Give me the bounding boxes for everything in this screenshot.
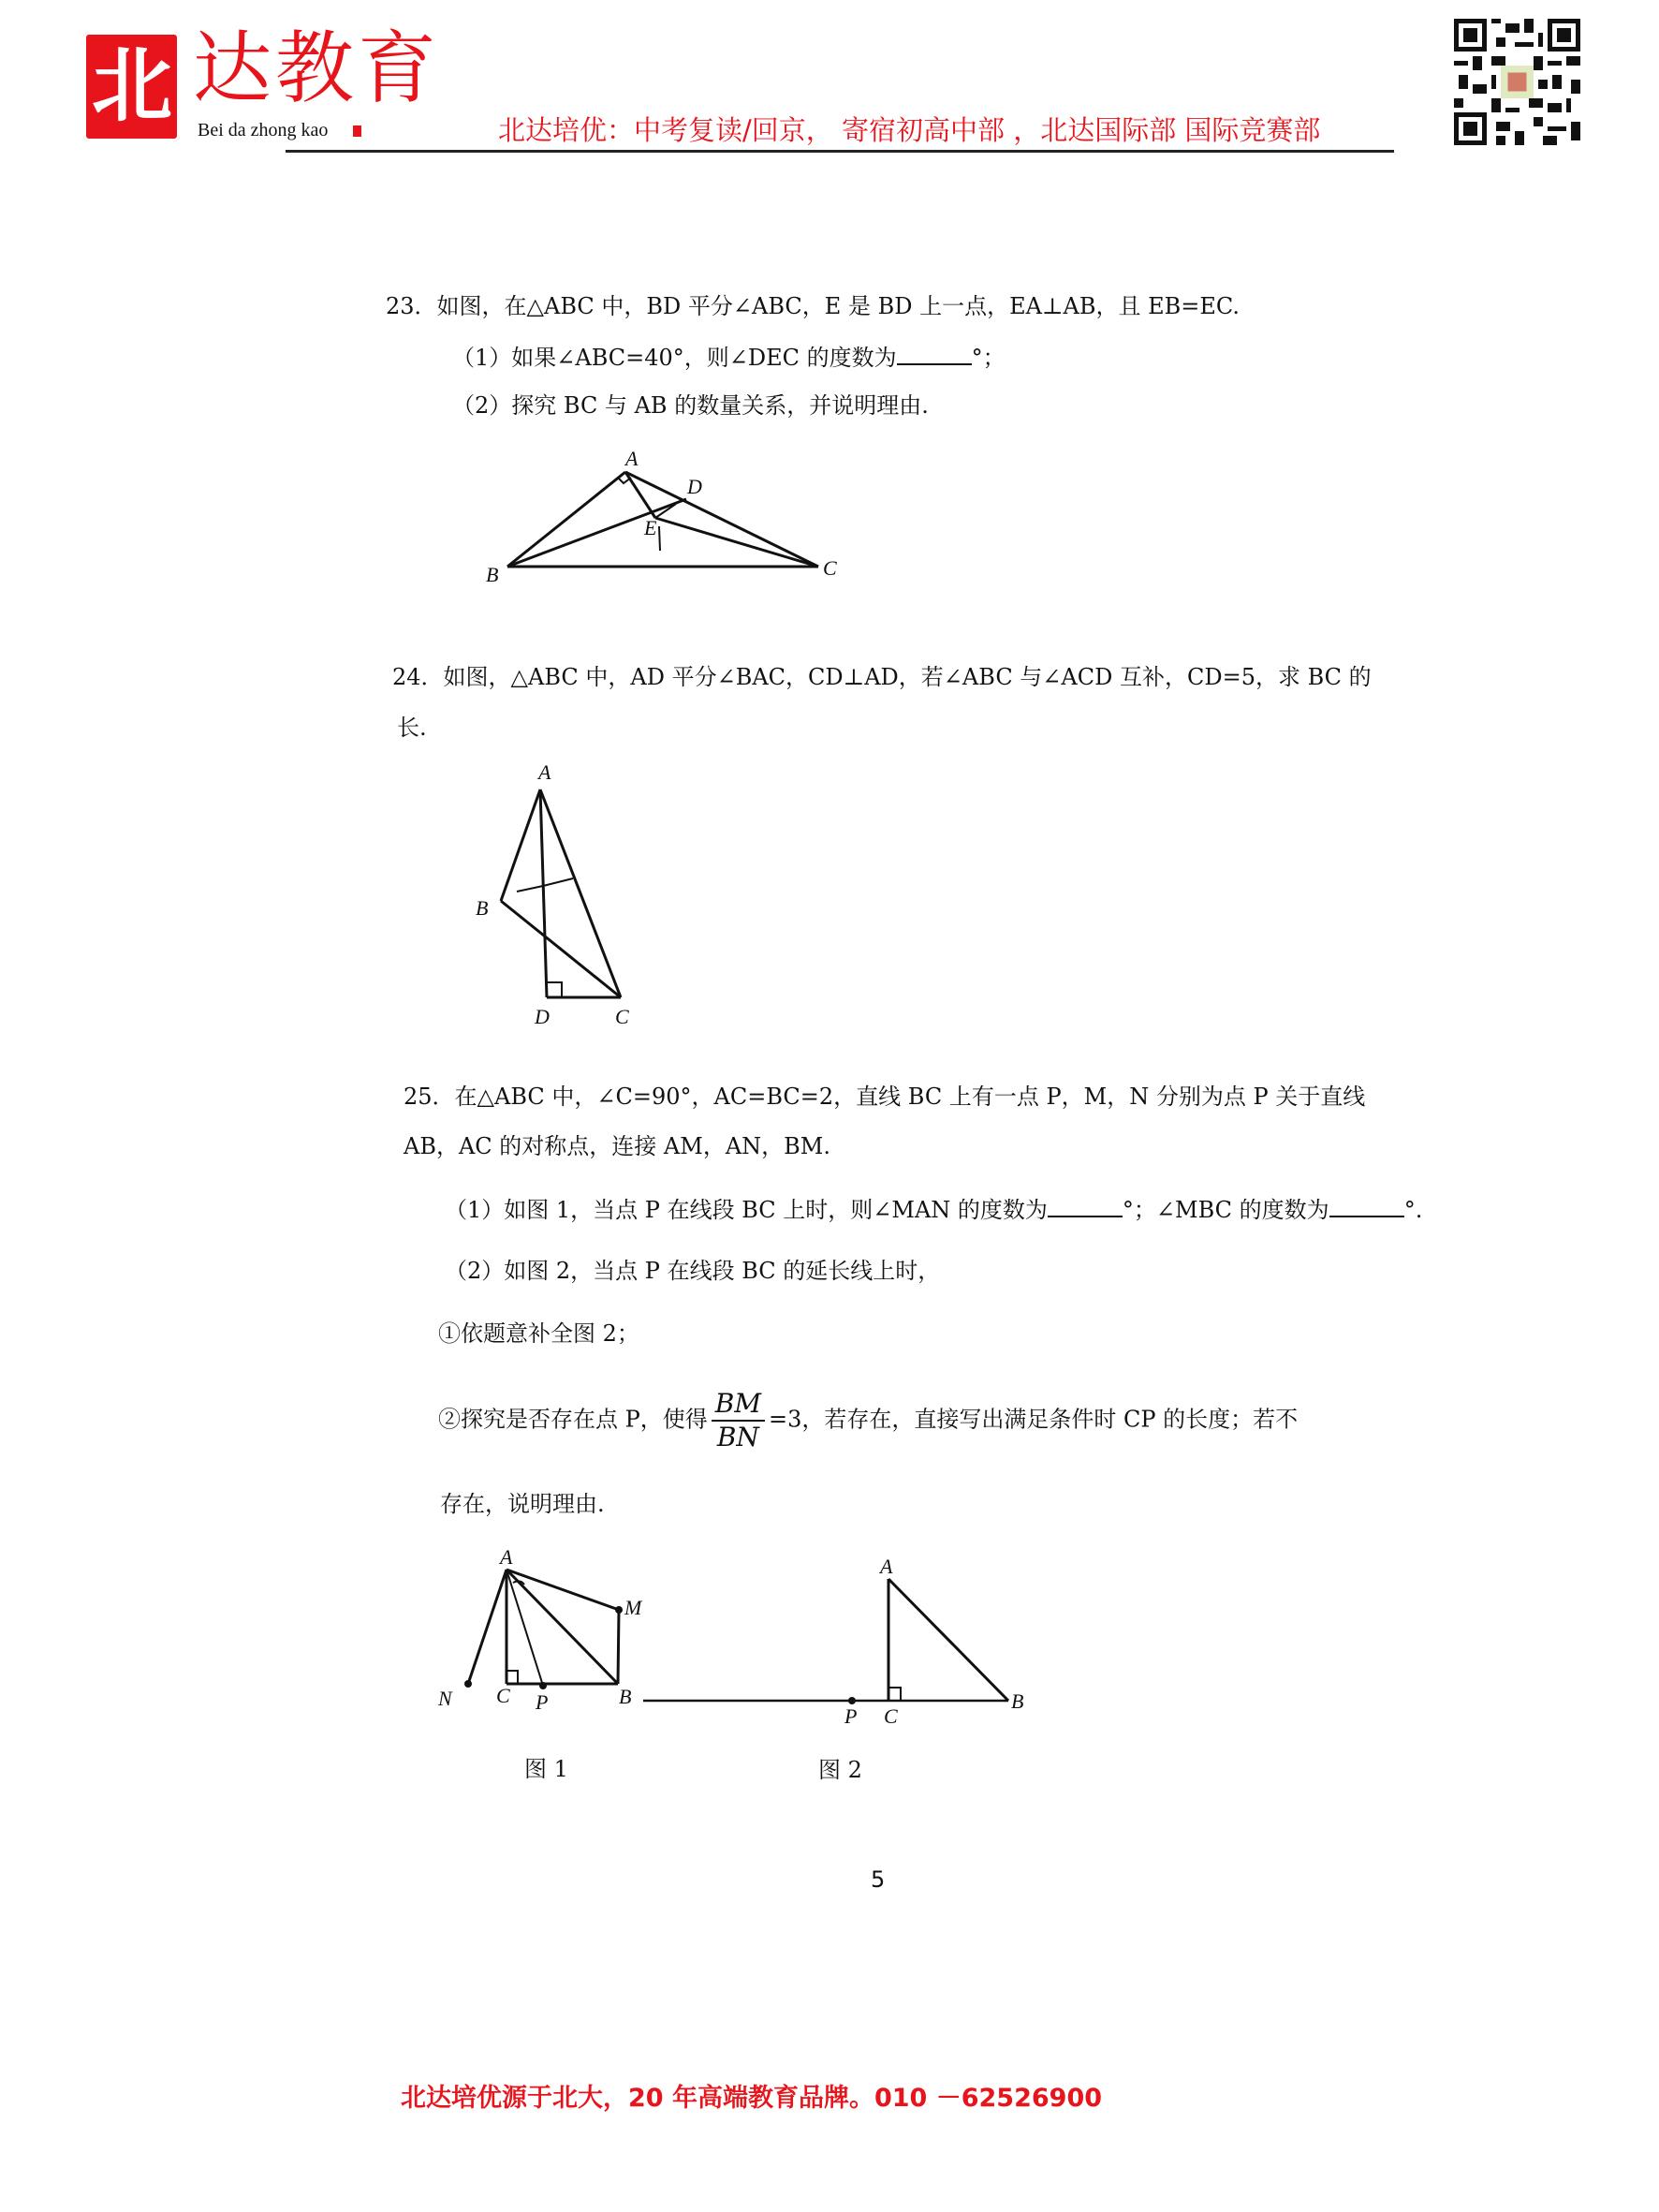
brand-name: 达教育 xyxy=(193,22,441,114)
q24-stem: 24．如图，△ABC 中，AD 平分∠BAC，CD⊥AD，若∠ABC 与∠ACD 互补，CD=5，求 BC 的 xyxy=(392,664,1372,690)
q25-sub2-cont: 存在，说明理由. xyxy=(440,1491,605,1517)
fig1-caption: 图 1 xyxy=(524,1756,568,1782)
q23-label-e: E xyxy=(644,516,657,539)
logo-mark: 北 xyxy=(92,38,172,133)
q25-part1-end: °. xyxy=(1403,1197,1423,1223)
q24-stem-cont: 长. xyxy=(397,715,427,741)
q25-sub2-text: ②探究是否存在点 P，使得 xyxy=(438,1406,708,1433)
fig1-label-n: N xyxy=(438,1687,452,1710)
fig2-label-a: A xyxy=(880,1555,893,1578)
q25-fig1-points xyxy=(464,1606,623,1689)
q23-figure xyxy=(507,472,818,567)
brand-pinyin: Bei da zhong kao xyxy=(198,120,329,140)
q23-label-c: C xyxy=(823,556,837,580)
fig2-label-c: C xyxy=(884,1704,898,1728)
q25-part1-mid: °；∠MBC 的度数为 xyxy=(1122,1197,1329,1223)
q25-figure-2 xyxy=(643,1579,1008,1701)
q25-part2: （2）如图 2，当点 P 在线段 BC 的延长线上时， xyxy=(445,1258,941,1284)
header-slogan: 北达培优：中考复读/回京， 寄宿初高中部 ，北达国际部 国际竞赛部 xyxy=(498,114,1321,146)
q23-part1-text: （1）如果∠ABC=40°，则∠DEC 的度数为 xyxy=(452,345,897,371)
fig1-label-c: C xyxy=(496,1684,510,1707)
q24-label-a: A xyxy=(538,760,551,784)
q23-label-d: D xyxy=(687,475,702,498)
q25-part1-text: （1）如图 1，当点 P 在线段 BC 上时，则∠MAN 的度数为 xyxy=(445,1197,1048,1223)
q23-part2: （2）探究 BC 与 AB 的数量关系，并说明理由. xyxy=(452,392,929,419)
q25-sub1: ①依题意补全图 2； xyxy=(438,1320,639,1347)
fig1-label-p: P xyxy=(536,1690,549,1714)
fig1-label-b: B xyxy=(619,1685,632,1708)
q25-stem-cont: AB，AC 的对称点，连接 AM，AN，BM. xyxy=(404,1133,830,1159)
fig1-label-a: A xyxy=(500,1545,513,1569)
page-number: 5 xyxy=(871,1866,886,1893)
q25-sub2-rest: =3，若存在，直接写出满足条件时 CP 的长度；若不 xyxy=(769,1406,1299,1433)
q23-stem: 23．如图，在△ABC 中，BD 平分∠ABC，E 是 BD 上一点，EA⊥AB，且 EB=EC. xyxy=(386,293,1241,319)
q24-label-d: D xyxy=(535,1005,550,1028)
fig2-label-b: B xyxy=(1011,1689,1024,1713)
q24-label-c: C xyxy=(615,1005,629,1028)
fraction-numerator: BM xyxy=(712,1388,765,1422)
fraction-denominator: BN xyxy=(716,1422,759,1453)
q24-figure xyxy=(501,789,621,997)
fig1-label-m: M xyxy=(624,1596,642,1619)
q23-label-b: B xyxy=(486,563,499,586)
fig2-label-p: P xyxy=(844,1704,858,1728)
fig2-caption: 图 2 xyxy=(818,1757,862,1783)
fig2-point-p xyxy=(848,1697,856,1704)
footer-slogan: 北达培优源于北大，20 年高端教育品牌。010 －62526900 xyxy=(401,2084,1103,2113)
q25-stem: 25．在△ABC 中，∠C=90°，AC=BC=2，直线 BC 上有一点 P，M，N 分别为点 P 关于直线 xyxy=(404,1084,1366,1110)
q23-part1-suffix: °； xyxy=(971,345,1006,371)
q25-figure-1 xyxy=(468,1570,619,1686)
q24-label-b: B xyxy=(476,896,489,920)
q23-label-a: A xyxy=(625,447,639,470)
